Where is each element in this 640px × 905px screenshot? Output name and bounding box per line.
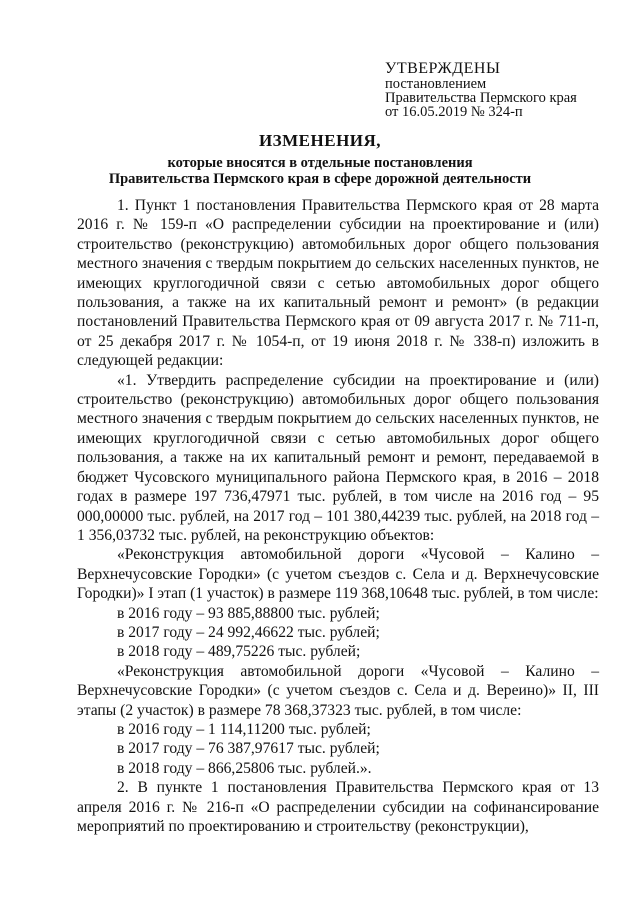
paragraph-3: «Реконструкция автомобильной дороги «Чусовой – Калино – Верхнечусовские Городки» (с учетом съездов с. Села и д. Верхнечусовские Городки)» I этап (1 участок) в размере 119 368,10648 тыс. рублей, в том числе: (77, 546, 599, 603)
approval-line-2: Правительства Пермского края (385, 90, 577, 106)
approval-line-1: постановлением (385, 76, 487, 92)
paragraph-5: 2. В пункте 1 постановления Правительства Пермского края от 13 апреля 2016 г. № 216-п «О распределении субсидии на софинансирование мероприятий по проектированию и строительству (реконструкции), (77, 779, 599, 835)
approval-line-3: от 16.05.2019 № 324-п (385, 104, 523, 120)
approval-heading: УТВЕРЖДЕНЫ (385, 60, 501, 77)
list-item: в 2017 году – 24 992,46622 тыс. рублей; (117, 623, 380, 641)
title-subtitle-2: Правительства Пермского края в сфере дорожной деятельности (108, 171, 532, 187)
approval-stamp (385, 60, 615, 119)
list-item: в 2018 году – 866,25806 тыс. рублей.». (117, 759, 372, 777)
document-body (77, 196, 599, 836)
title-subtitle-1: которые вносятся в отдельные постановления (167, 155, 473, 171)
paragraph-2: «1. Утвердить распределение субсидии на проектирование и (или) строительство (реконструкцию) автомобильных дорог общего пользования местного значения с твердым покрытием до сельских населенных пунктов, не имеющих круглогодичной связи с сетью автомобильных дорог общего пользования, а также на их капитальный ремонт и ремонт, передаваемой в бюджет Чусовского муниципального района Пермского края, в 2016 – 2018 годах в размере 197 736,47971 тыс. рублей, в том числе на 2016 год – 95 000,00000 тыс. рублей, на 2017 год – 101 380,44239 тыс. рублей, на 2018 год – 1 356,03732 тыс. рублей, на реконструкцию объектов: (77, 371, 599, 544)
list-item: в 2017 году – 76 387,97617 тыс. рублей; (117, 740, 380, 758)
paragraph-1: 1. Пункт 1 постановления Правительства Пермского края от 28 марта 2016 г. № 159-п «О распределении субсидии на проектирование и (или) строительство (реконструкцию) автомобильных дорог общего пользования местного значения с твердым покрытием до сельских населенных пунктов, не имеющих круглогодичной связи с сетью автомобильных дорог общего пользования, а также на их капитальный ремонт и ремонт» (в редакции постановлений Правительства Пермского края от 09 августа 2017 г. № 711-п, от 25 декабря 2017 г. № 1054-п, от 19 июня 2018 г. № 338-п) изложить в следующей редакции: (77, 197, 599, 370)
document-title (60, 130, 580, 187)
list-item: в 2018 году – 489,75226 тыс. рублей; (117, 643, 361, 661)
list-item: в 2016 году – 93 885,88800 тыс. рублей; (117, 604, 380, 622)
list-item: в 2016 году – 1 114,11200 тыс. рублей; (117, 720, 371, 738)
paragraph-4: «Реконструкция автомобильной дороги «Чусовой – Калино – Верхнечусовские Городки» (с учетом съездов с. Села и д. Вереино)» II, III этапы (2 участок) в размере 78 368,37323 тыс. рублей, в том числе: (77, 662, 599, 719)
title-main: ИЗМЕНЕНИЯ, (258, 131, 382, 150)
